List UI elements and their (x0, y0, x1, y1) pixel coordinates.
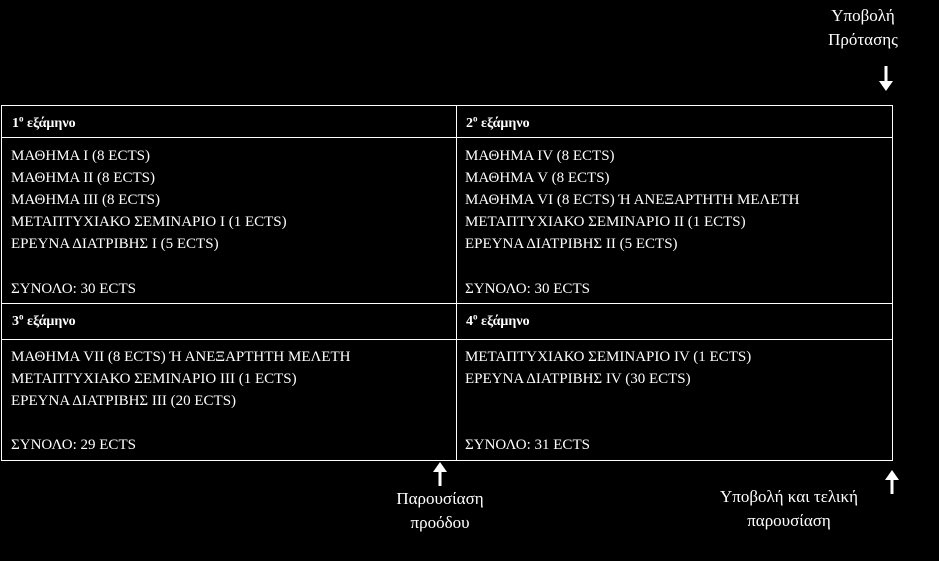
up-arrow-icon (432, 462, 448, 486)
course-item: ΜΕΤΑΠΤΥΧΙΑΚΟ ΣΕΜΙΝΑΡΙΟ ΙΙΙ (1 ECTS) (11, 371, 297, 387)
semester-2-title: $2^o$ εξάμηνο (466, 113, 530, 131)
course-item: ΜΑΘΗΜΑ V (8 ECTS) (465, 170, 610, 186)
progress-presentation-line1: Παρουσίαση (396, 489, 484, 508)
proposal-submission-label (808, 4, 918, 52)
up-arrow-icon (884, 470, 900, 494)
final-submission-line2: παρουσίαση (747, 511, 831, 530)
course-item: ΜΑΘΗΜΑ IV (8 ECTS) (465, 148, 615, 164)
semester-4-courses (465, 346, 751, 390)
course-item: ΜΑΘΗΜΑ ΙΙΙ (8 ECTS) (11, 192, 160, 208)
grid-column-divider (456, 106, 457, 460)
course-item: ΕΡΕΥΝΑ ΔΙΑΤΡΙΒΗΣ ΙΙΙ (20 ECTS) (11, 393, 237, 409)
grid-row-divider-3 (2, 339, 892, 340)
semester-4-total: ΣΥΝΟΛΟ: 31 ECTS (465, 437, 590, 453)
semester-2-courses (465, 145, 800, 255)
course-item: ΜΑΘΗΜΑ ΙΙ (8 ECTS) (11, 170, 155, 186)
course-item: ΜΑΘΗΜΑ Ι (8 ECTS) (11, 148, 150, 164)
proposal-submission-line2: Πρότασης (828, 30, 898, 49)
semester-1-title: $1^o$ εξάμηνο (12, 113, 76, 131)
course-item: ΕΡΕΥΝΑ ΔΙΑΤΡΙΒΗΣ IV (30 ECTS) (465, 371, 691, 387)
semester-2-total: ΣΥΝΟΛΟ: 30 ECTS (465, 281, 590, 297)
semester-1-total: ΣΥΝΟΛΟ: 30 ECTS (11, 281, 136, 297)
course-item: ΜΕΤΑΠΤΥΧΙΑΚΟ ΣΕΜΙΝΑΡΙΟ ΙΙ (1 ECTS) (465, 214, 746, 230)
semester-3-title: $3^o$ εξάμηνο (12, 311, 76, 329)
final-submission-label (694, 485, 884, 533)
grid-row-divider-1 (2, 137, 892, 138)
course-item: ΜΑΘΗΜΑ VI (8 ECTS) Ή ΑΝΕΞΑΡΤΗΤΗ ΜΕΛΕΤΗ (465, 192, 800, 208)
progress-presentation-label (370, 487, 510, 535)
progress-presentation-line2: προόδου (410, 513, 470, 532)
course-item: ΜΕΤΑΠΤΥΧΙΑΚΟ ΣΕΜΙΝΑΡΙΟ Ι (1 ECTS) (11, 214, 287, 230)
course-item: ΕΡΕΥΝΑ ΔΙΑΤΡΙΒΗΣ ΙΙ (5 ECTS) (465, 236, 678, 252)
grid-row-divider-2 (2, 303, 892, 304)
semester-3-total: ΣΥΝΟΛΟ: 29 ECTS (11, 437, 136, 453)
course-item: ΜΕΤΑΠΤΥΧΙΑΚΟ ΣΕΜΙΝΑΡΙΟ IV (1 ECTS) (465, 349, 752, 365)
course-item: ΕΡΕΥΝΑ ΔΙΑΤΡΙΒΗΣ Ι (5 ECTS) (11, 236, 219, 252)
course-item: ΜΑΘΗΜΑ VII (8 ECTS) Ή ΑΝΕΞΑΡΤΗΤΗ ΜΕΛΕΤΗ (11, 349, 351, 365)
final-submission-line1: Υποβολή και τελική (720, 487, 858, 506)
semester-grid (1, 105, 893, 461)
semester-1-courses (11, 145, 287, 255)
down-arrow-icon (878, 66, 894, 92)
proposal-submission-line1: Υποβολή (831, 6, 895, 25)
semester-4-title: $4^o$ εξάμηνο (466, 311, 530, 329)
semester-3-courses (11, 346, 351, 412)
